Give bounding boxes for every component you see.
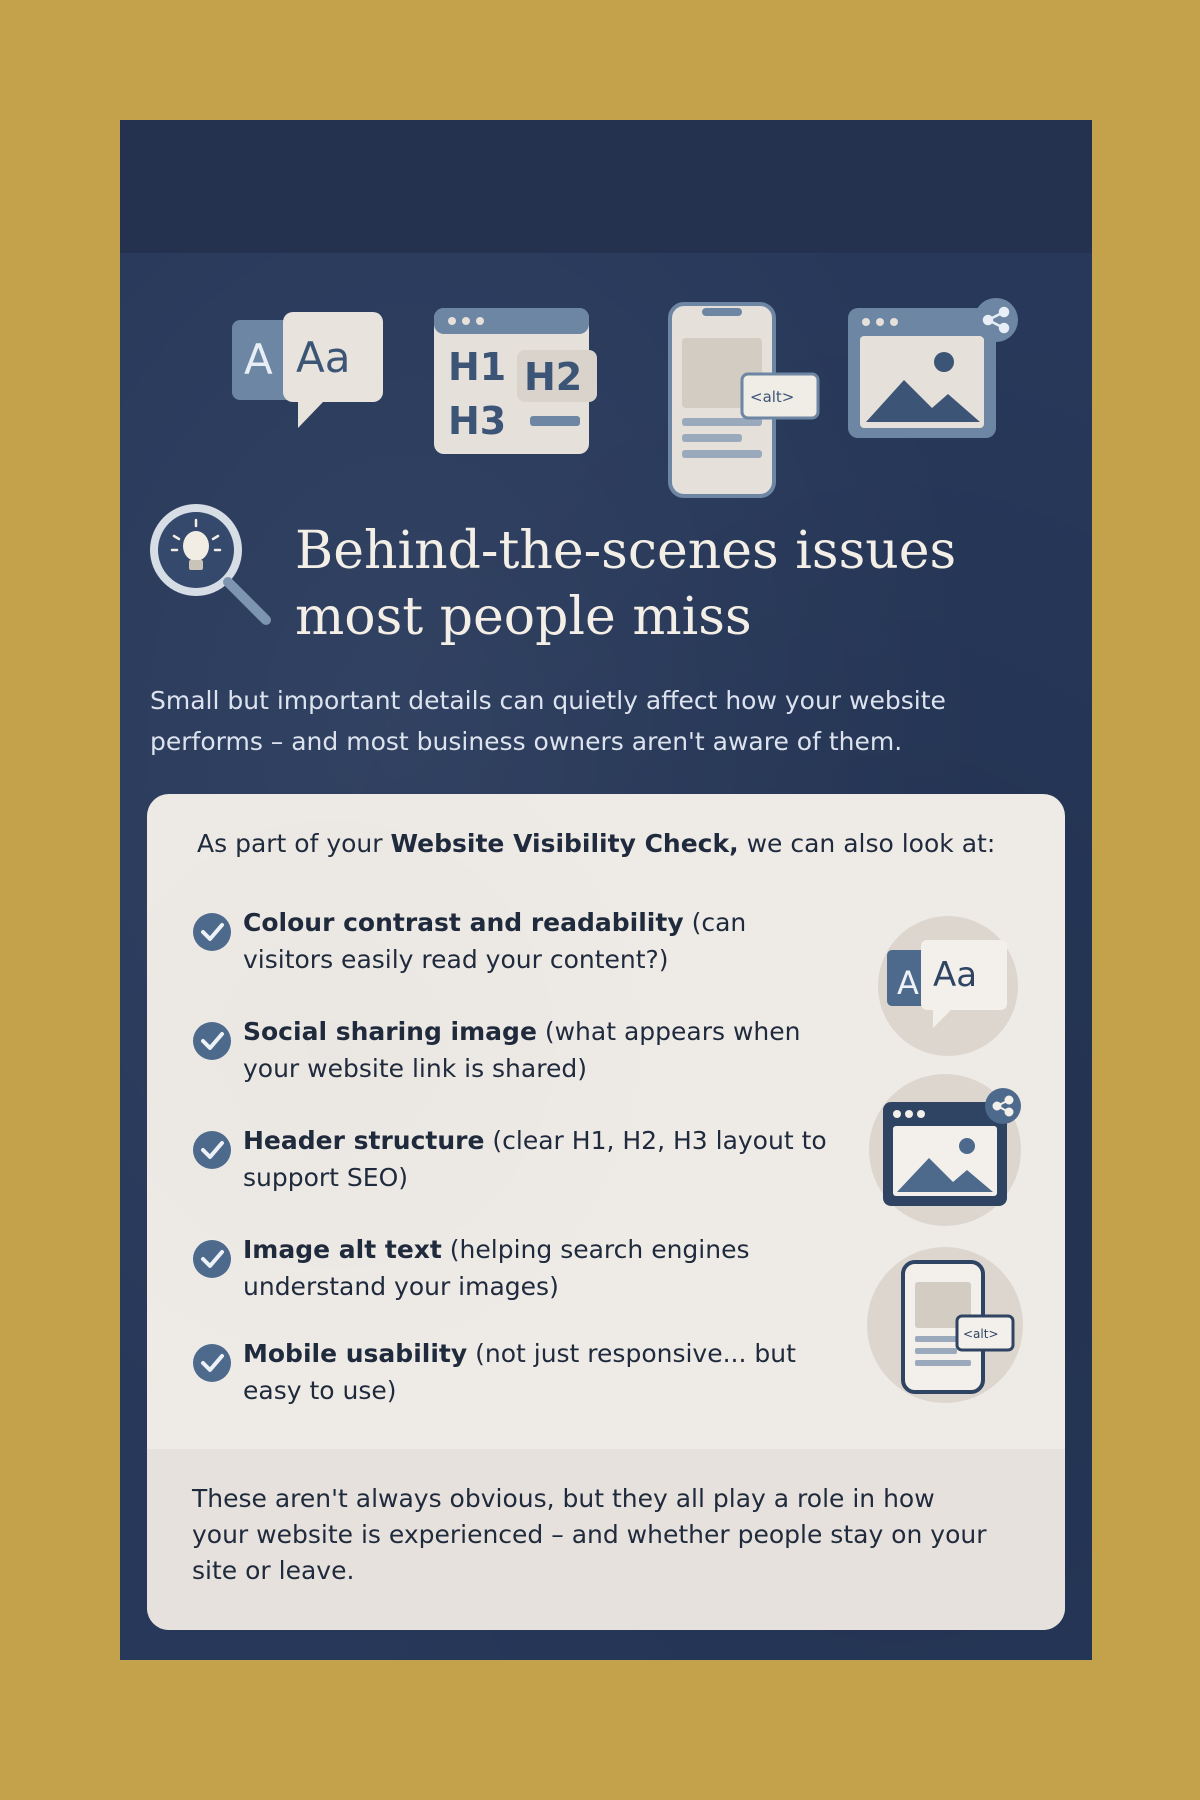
check-bold: Mobile usability [243,1339,468,1368]
card-intro [197,829,1037,858]
check-circle-icon [192,912,232,952]
heading-h1: H1 [448,345,507,389]
check-rest: (clear H1, H2, H3 layout to support SEO) [243,1126,827,1192]
check-rest: (helping search engines understand your images) [243,1235,750,1301]
check-bold: Header structure [243,1126,485,1155]
check-text [243,1335,843,1409]
check-bold: Image alt text [243,1235,442,1264]
page-title [295,518,1055,650]
title-line-1: Behind-the-scenes issues [295,521,957,581]
check-circle-icon [192,1239,232,1279]
check-bold: Social sharing image [243,1017,537,1046]
card-intro-bold: Website Visibility Check, [390,829,739,858]
check-text [243,1122,843,1196]
side-alt-label: <alt> [963,1327,999,1341]
lightbulb-magnifier-icon [146,500,276,630]
infographic-poster [120,120,1092,1660]
check-rest: (can visitors easily read your content?) [243,908,747,974]
check-rest: (what appears when your website link is shared) [243,1017,801,1083]
checklist-card [147,794,1065,1630]
icon-row [120,120,1092,520]
check-circle-icon [192,1130,232,1170]
alt-tag-label: <alt> [750,388,795,406]
heading-h2: H2 [524,355,583,399]
card-footer [147,1449,1065,1630]
font-icon-a: A [244,335,273,384]
heading-h3: H3 [448,399,507,443]
side-font-aa: Aa [933,955,978,995]
share-image-icon [844,296,1024,446]
footer-text: These aren't always obvious, but they all play a role in how your website is experienced – and whether people stay on your site or leave. [192,1484,987,1585]
card-intro-pre: As part of your [197,829,391,858]
check-circle-icon [192,1343,232,1383]
check-bold: Colour contrast and readability [243,908,684,937]
check-text [243,904,843,978]
check-rest: (not just responsive... but easy to use) [243,1339,796,1405]
card-intro-post: we can also look at: [738,829,996,858]
check-text [243,1231,843,1305]
side-font-a: A [897,964,919,1002]
headings-icon [432,306,602,456]
title-line-2: most people miss [295,587,752,647]
font-size-icon [228,310,388,440]
font-icon-aa: Aa [296,333,351,382]
phone-alt-text-icon [666,302,826,502]
check-text [243,1013,843,1087]
share-image-icon [863,1070,1023,1230]
phone-alt-text-icon [863,1240,1023,1410]
font-size-icon [873,914,1023,1059]
subtitle: Small but important details can quietly affect how your website performs – and most business owners aren't aware of them. [150,686,946,756]
check-circle-icon [192,1021,232,1061]
